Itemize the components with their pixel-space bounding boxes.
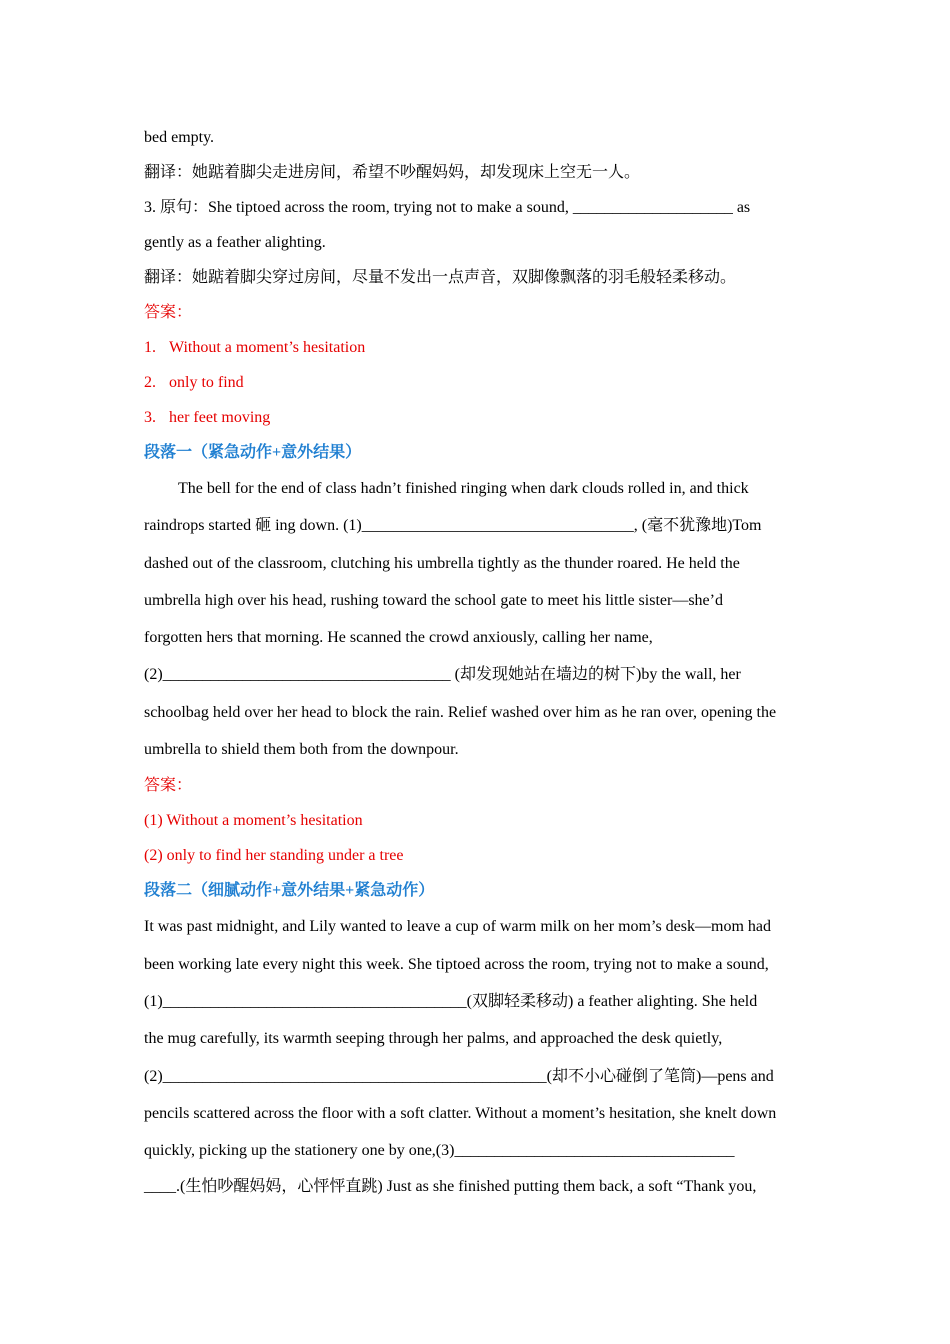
answer-item: (2) only to find her standing under a tree — [144, 847, 404, 865]
paragraph-line: The bell for the end of class hadn’t finished ringing when dark clouds rolled in, and thick — [178, 480, 749, 497]
paragraph-line: (1)______________________________________(双脚轻柔移动) a feather alighting. She held — [144, 992, 758, 1010]
paragraph-line: ____.(生怕吵醒妈妈，心怦怦直跳) Just as she finished putting them back, a soft “Thank you, — [144, 1178, 757, 1196]
paragraph-line: umbrella to shield them both from the downpour. — [144, 741, 459, 759]
answer-number: 3. — [144, 409, 156, 426]
original-sentence-line: 3. 原句：She tiptoed across the room, trying not to make a sound, ____________________ as — [144, 199, 751, 216]
paragraph-line: (2)________________________________________________(却不小心碰倒了笔筒)—pens and — [144, 1067, 774, 1085]
paragraph-line: dashed out of the classroom, clutching his umbrella tightly as the thunder roared. He held the — [144, 554, 740, 572]
paragraph-line: umbrella high over his head, rushing toward the school gate to meet his little sister—she’d — [144, 591, 723, 609]
paragraph-line: the mug carefully, its warmth seeping through her palms, and approached the desk quietly, — [144, 1030, 723, 1048]
paragraph-line: pencils scattered across the floor with a soft clatter. Without a moment’s hesitation, she knelt down — [144, 1104, 777, 1122]
paragraph-line: forgotten hers that morning. He scanned the crowd anxiously, calling her name, — [144, 629, 653, 647]
section-heading: 段落二（细腻动作+意外结果+紧急动作） — [144, 882, 435, 900]
answer-label: 答案： — [144, 777, 193, 795]
text-line: gently as a feather alighting. — [144, 234, 326, 251]
answer-label: 答案： — [144, 304, 193, 321]
answer-item — [144, 400, 810, 435]
answer-item — [144, 330, 810, 365]
answer-text: her feet moving — [169, 409, 271, 426]
paragraph-line: raindrops started 砸 ing down. (1)__________________________________, (毫不犹豫地)Tom — [144, 517, 762, 535]
answer-number: 1. — [144, 339, 156, 356]
translation-line: 翻译：她踮着脚尖走进房间，希望不吵醒妈妈，却发现床上空无一人。 — [144, 164, 641, 181]
paragraph-line: schoolbag held over her head to block the rain. Relief washed over him as he ran over, opening the — [144, 703, 777, 721]
paragraph-line: (2)____________________________________ (却发现她站在墙边的树下)by the wall, her — [144, 666, 741, 684]
translation-line: 翻译：她踮着脚尖穿过房间，尽量不发出一点声音，双脚像飘落的羽毛般轻柔移动。 — [144, 269, 737, 286]
paragraph-line: It was past midnight, and Lily wanted to leave a cup of warm milk on her mom’s desk—mom had — [144, 918, 771, 936]
answer-item — [144, 365, 810, 400]
document-content — [144, 120, 810, 1204]
answer-item: (1) Without a moment’s hesitation — [144, 812, 363, 830]
answer-number: 2. — [144, 374, 156, 391]
paragraph-line: quickly, picking up the stationery one by one,(3)___________________________________ — [144, 1142, 735, 1160]
answer-text: only to find — [169, 374, 244, 391]
text-line: bed empty. — [144, 129, 215, 146]
paragraph-line: been working late every night this week. She tiptoed across the room, trying not to make a sound, — [144, 955, 769, 973]
answer-text: Without a moment’s hesitation — [169, 339, 366, 356]
section-heading: 段落一（紧急动作+意外结果） — [144, 444, 362, 461]
